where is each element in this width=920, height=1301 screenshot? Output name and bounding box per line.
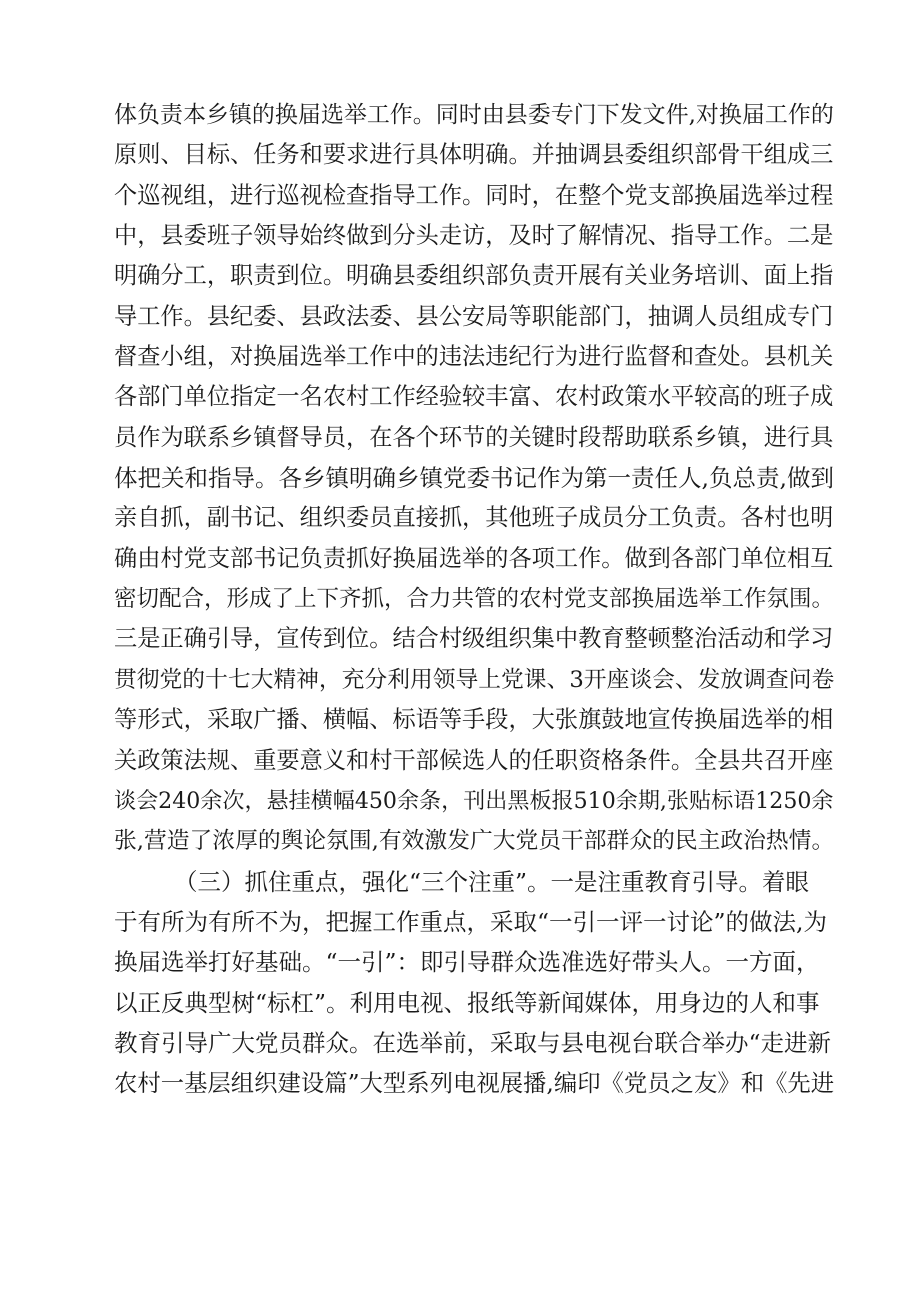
text-line: 于有所为有所不为，把握工作重点，采取“一引一评一讨论”的做法,为 <box>114 907 827 936</box>
text-line: 关政策法规、重要意义和村干部候选人的任职资格条件。全县共召开座 <box>114 746 834 774</box>
text-line: 员作为联系乡镇督导员，在各个环节的关键时段帮助联系乡镇，进行具 <box>114 423 834 451</box>
text-line: 等形式，采取广播、横幅、标语等手段，大张旗鼓地宣传换届选举的相 <box>114 706 834 734</box>
text-line: 明确分工，职责到位。明确县委组织部负责开展有关业务培训、面上指 <box>114 262 834 290</box>
text-line: 农村一基层组织建设篇”大型系列电视展播,编印《党员之友》和《先进 <box>114 1069 835 1098</box>
text-line: 张,营造了浓厚的舆论氛围,有效激发广大党员干部群众的民主政治热情。 <box>114 828 835 855</box>
text-line: 个巡视组，进行巡视检查指导工作。同时，在整个党支部换届选举过程 <box>114 181 834 209</box>
body-text <box>114 95 834 1104</box>
text-line: 三是正确引导，宣传到位。结合村级组织集中教育整顿整治活动和学习 <box>114 625 834 653</box>
text-line: 各部门单位指定一名农村工作经验较丰富、农村政策水平较高的班子成 <box>114 383 834 411</box>
text-line: 体负责本乡镇的换届选举工作。同时由县委专门下发文件,对换届工作的 <box>114 102 834 128</box>
text-line: 导工作。县纪委、县政法委、县公安局等职能部门，抽调人员组成专门 <box>114 302 834 330</box>
text-line: 换届选举打好基础。“一引”：即引导群众选准选好带头人。一方面， <box>114 948 820 977</box>
text-line: 贯彻党的十七大精神，充分利用领导上党课、3开座谈会、发放调查问卷 <box>114 666 835 693</box>
text-line: 亲自抓，副书记、组织委员直接抓，其他班子成员分工负责。各村也明 <box>114 504 834 532</box>
text-line: 中，县委班子领导始终做到分头走访，及时了解情况、指导工作。二是 <box>114 222 834 250</box>
text-line: 教育引导广大党员群众。在选举前，采取与县电视台联合举办“走进新 <box>114 1028 832 1057</box>
text-line: 体把关和指导。各乡镇明确乡镇党委书记作为第一责任人,负总责,做到 <box>114 464 834 493</box>
text-line: 以正反典型树“标杠”。利用电视、报纸等新闻媒体，用身边的人和事 <box>114 988 820 1017</box>
text-line: 谈会240余次，悬挂横幅450余条，刊出黑板报510余期,张贴标语1250余 <box>114 787 834 814</box>
text-line: 原则、目标、任务和要求进行具体明确。并抽调县委组织部骨干组成三 <box>114 141 834 169</box>
text-line: 确由村党支部书记负责抓好换届选举的各项工作。做到各部门单位相互 <box>114 544 834 572</box>
section-heading-line: （三）抓住重点，强化“三个注重”。一是注重教育引导。着眼 <box>174 867 810 896</box>
text-line: 密切配合，形成了上下齐抓，合力共管的农村党支部换届选举工作氛围。 <box>114 586 835 613</box>
text-line: 督查小组，对换届选举工作中的违法违纪行为进行监督和查处。县机关 <box>114 343 834 371</box>
